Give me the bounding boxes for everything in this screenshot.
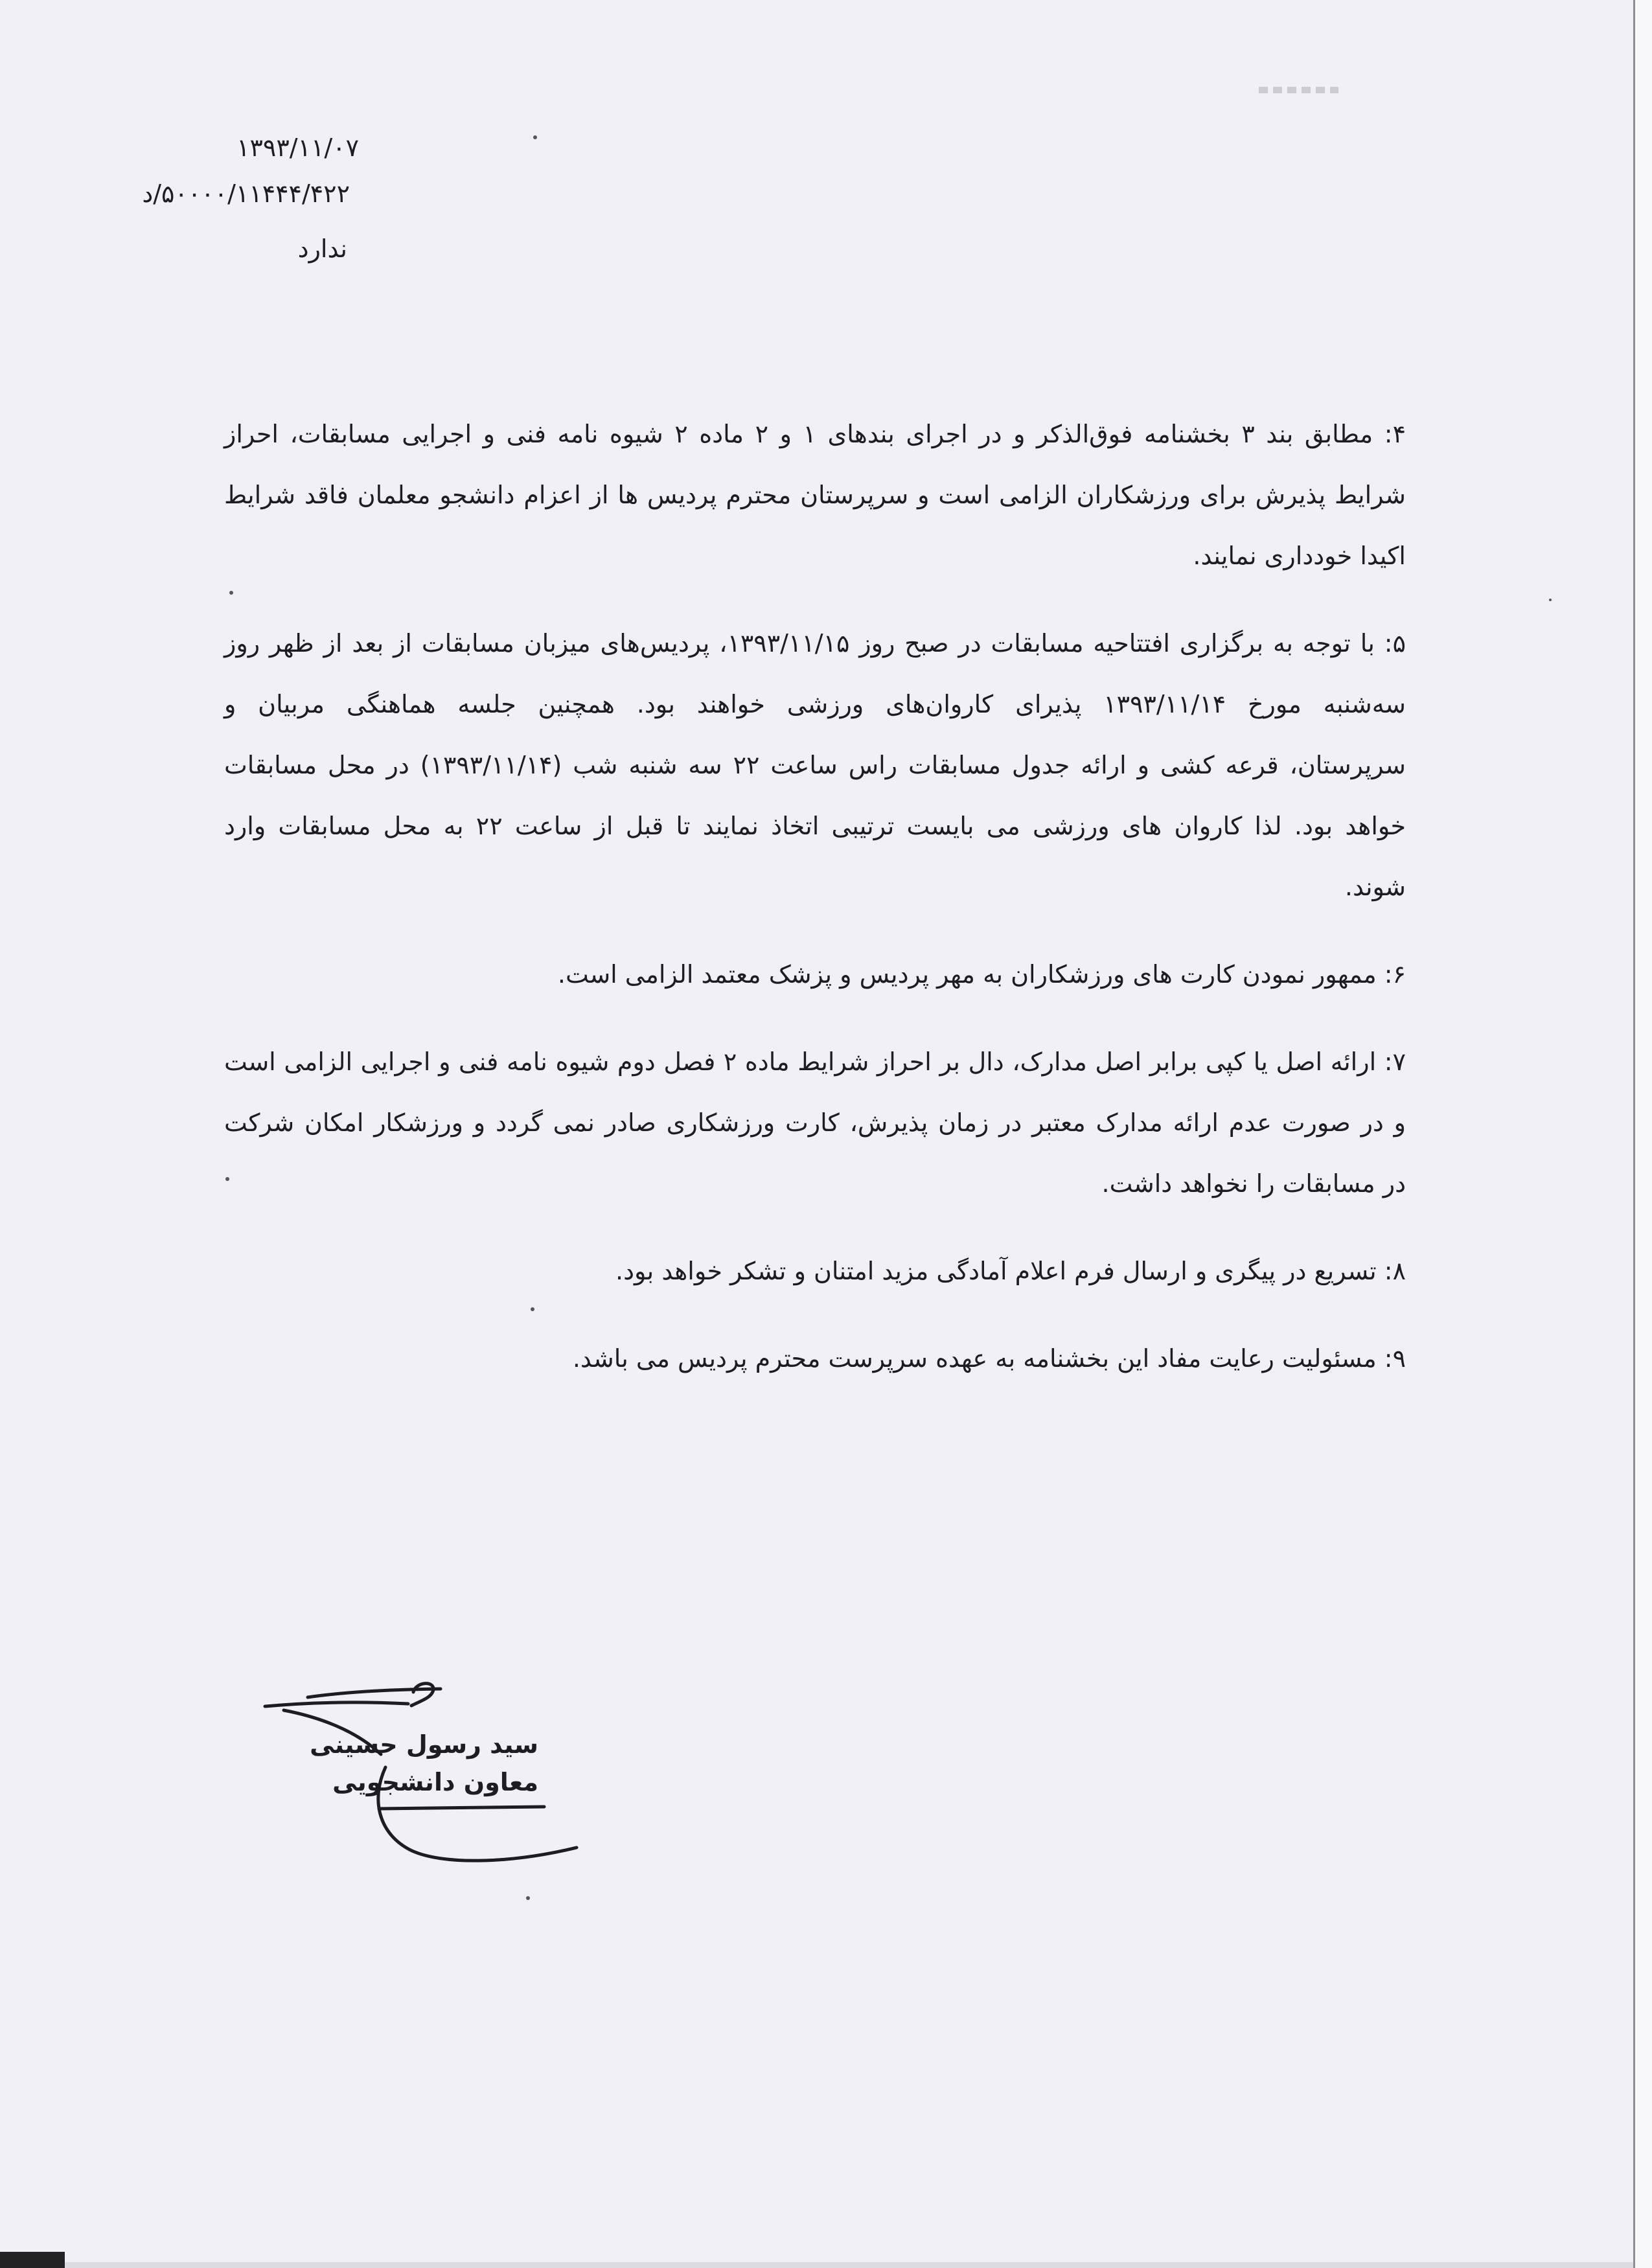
scan-speck xyxy=(531,1307,534,1311)
text-line: سرپرستان، قرعه کشی و ارائه جدول مسابقات راس ساعت ۲۲ سه شنبه شب (۱۳۹۳/۱۱/۱۴) در محل مسابقات xyxy=(224,751,1406,779)
text-line: ۹: مسئولیت رعایت مفاد این بخشنامه به عهده سرپرست محترم پردیس می باشد. xyxy=(572,1344,1406,1373)
paragraph-item-9 xyxy=(224,1328,1406,1389)
signature-underline xyxy=(379,1807,544,1809)
text-line: ۸: تسریع در پیگری و ارسال فرم اعلام آمادگی مزید امتنان و تشکر خواهد بود. xyxy=(615,1257,1406,1285)
signature-name: سید رسول حسینی xyxy=(310,1730,538,1759)
scan-edge-bottom xyxy=(0,2262,1633,2268)
paragraph-item-7 xyxy=(224,1031,1406,1214)
signature-stroke xyxy=(308,1689,441,1697)
paragraph-item-5 xyxy=(224,613,1406,917)
text-line: اکیدا خودداری نمایند. xyxy=(1193,542,1406,570)
signature-stroke xyxy=(265,1702,408,1706)
text-line: در مسابقات را نخواهد داشت. xyxy=(1101,1169,1406,1198)
paragraph-item-6 xyxy=(224,944,1406,1005)
text-line: سه‌شنبه مورخ ۱۳۹۳/۱۱/۱۴ پذیرای کاروان‌های ورزشی خواهند بود. همچنین جلسه هماهنگی مربیان و xyxy=(224,690,1406,718)
text-line: شوند. xyxy=(1344,873,1406,901)
scan-smudge xyxy=(1259,87,1338,93)
signature-title: معاون دانشجویی xyxy=(332,1768,538,1796)
text-line: ۵: با توجه به برگزاری افتتاحیه مسابقات در صبح روز ۱۳۹۳/۱۱/۱۵، پردیس‌های میزبان مسابقات از بعد از ظهر روز xyxy=(224,629,1406,658)
scan-speck xyxy=(1549,599,1552,601)
text-line: ۴: مطابق بند ۳ بخشنامه فوق‌الذکر و در اجرای بندهای ۱ و ۲ ماده ۲ شیوه نامه فنی و اجرایی مسابقات، احراز xyxy=(224,420,1406,448)
text-line: ۷: ارائه اصل یا کپی برابر اصل مدارک، دال بر احراز شرایط ماده ۲ فصل دوم شیوه نامه فنی و اجرایی الزامی است xyxy=(224,1048,1406,1076)
text-line: شرایط پذیرش برای ورزشکاران الزامی است و سرپرستان محترم پردیس ها از اعزام دانشجو معلمان فاقد شرایط xyxy=(224,481,1406,509)
letter-body xyxy=(224,404,1406,1415)
paragraph-item-8 xyxy=(224,1241,1406,1301)
scan-speck xyxy=(533,135,537,139)
letter-attachment: ندارد xyxy=(297,235,347,263)
signature-stroke xyxy=(411,1684,433,1706)
text-line: خواهد بود. لذا کاروان های ورزشی می بایست ترتیبی اتخاذ نمایند تا قبل از ساعت ۲۲ به محل مسابقات وارد xyxy=(224,812,1406,840)
scan-speck xyxy=(229,591,233,595)
letter-header xyxy=(97,0,359,279)
scan-edge-right xyxy=(1633,0,1652,2268)
letter-date: ۱۳۹۳/۱۱/۰۷ xyxy=(236,133,359,162)
scan-speck xyxy=(526,1896,530,1900)
text-line: و در صورت عدم ارائه مدارک معتبر در زمان پذیرش، کارت ورزشکاری صادر نمی گردد و ورزشکار امکان شرکت xyxy=(224,1108,1406,1137)
signature-block xyxy=(310,1726,538,1801)
paragraph-item-4 xyxy=(224,404,1406,586)
letter-number: د/۵۰۰۰۰/۱۱۴۴۴/۴۲۲ xyxy=(142,179,350,208)
text-line: ۶: ممهور نمودن کارت های ورزشکاران به مهر پردیس و پزشک معتمد الزامی است. xyxy=(557,960,1406,989)
scan-corner-mark xyxy=(0,2252,65,2268)
scan-speck xyxy=(225,1177,229,1181)
